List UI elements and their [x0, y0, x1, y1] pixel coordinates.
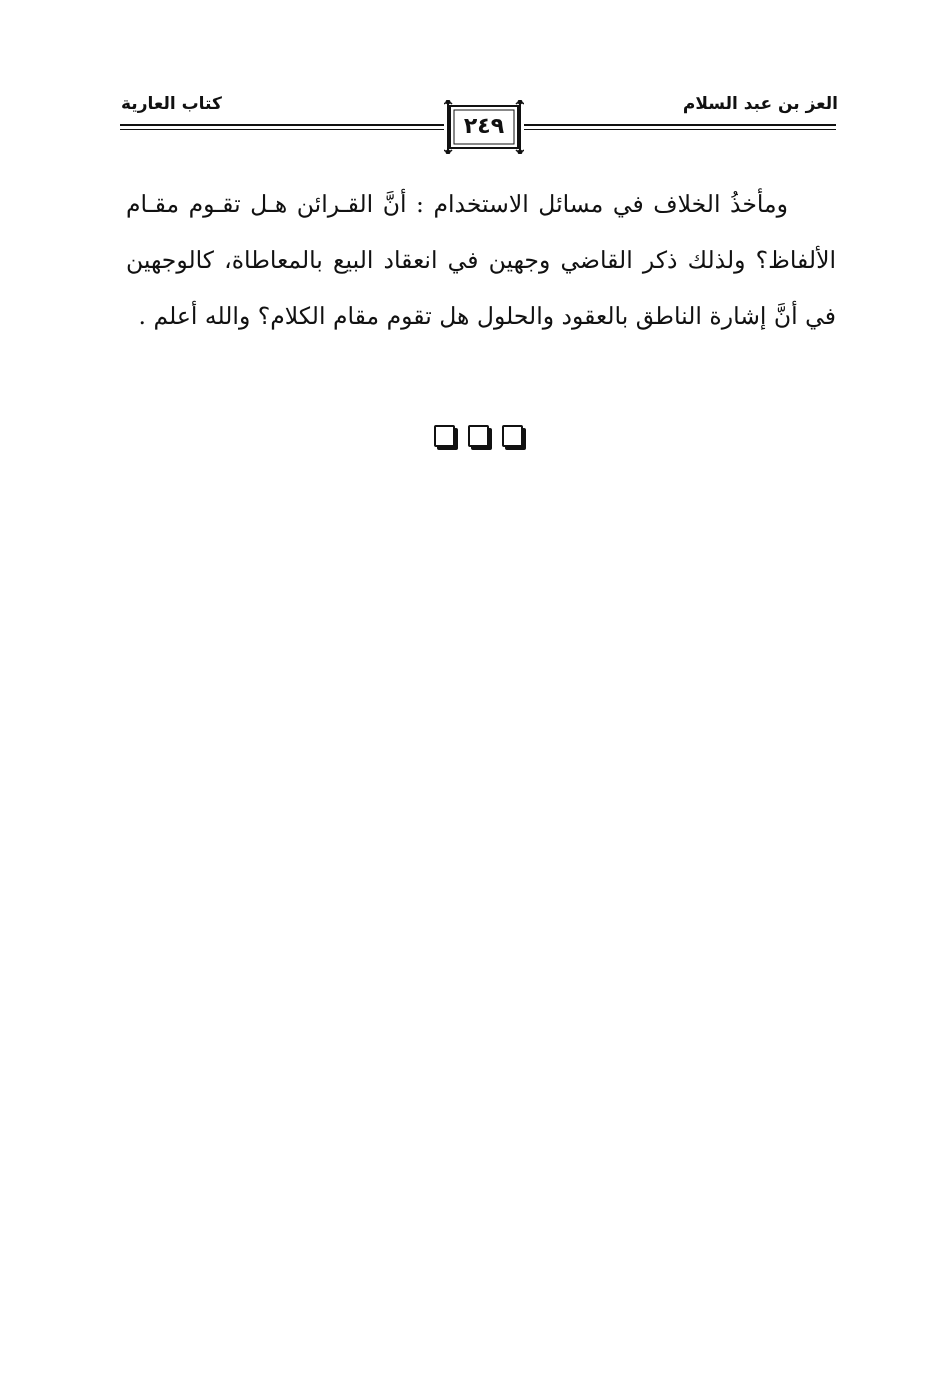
section-separator: [432, 425, 532, 451]
running-header-chapter: كتاب العارية: [121, 94, 222, 114]
text-line: ومأخذُ الخلاف في مسائل الاستخدام : أنَّ القـرائن هـل تقـوم مقـام: [126, 190, 788, 218]
header-rule: [524, 124, 836, 126]
hollow-square-icon: [468, 425, 489, 447]
text-line: في أنَّ إشارة الناطق بالعقود والحلول هل تقوم مقام الكلام؟ والله أعلم .: [138, 302, 836, 330]
hollow-square-icon: [502, 425, 523, 447]
body-paragraph: [126, 176, 836, 344]
running-header-author: العز بن عبد السلام: [682, 94, 838, 114]
header-rule: [120, 129, 444, 130]
header-rule: [120, 124, 444, 126]
page-number: ٢٤٩: [463, 114, 505, 139]
text-line: الألفاظ؟ ولذلك ذكر القاضي وجهين في انعقاد البيع بالمعاطاة، كالوجهين: [126, 246, 836, 274]
page-number-frame: [444, 100, 524, 154]
hollow-square-icon: [434, 425, 455, 447]
header-rule: [524, 129, 836, 130]
